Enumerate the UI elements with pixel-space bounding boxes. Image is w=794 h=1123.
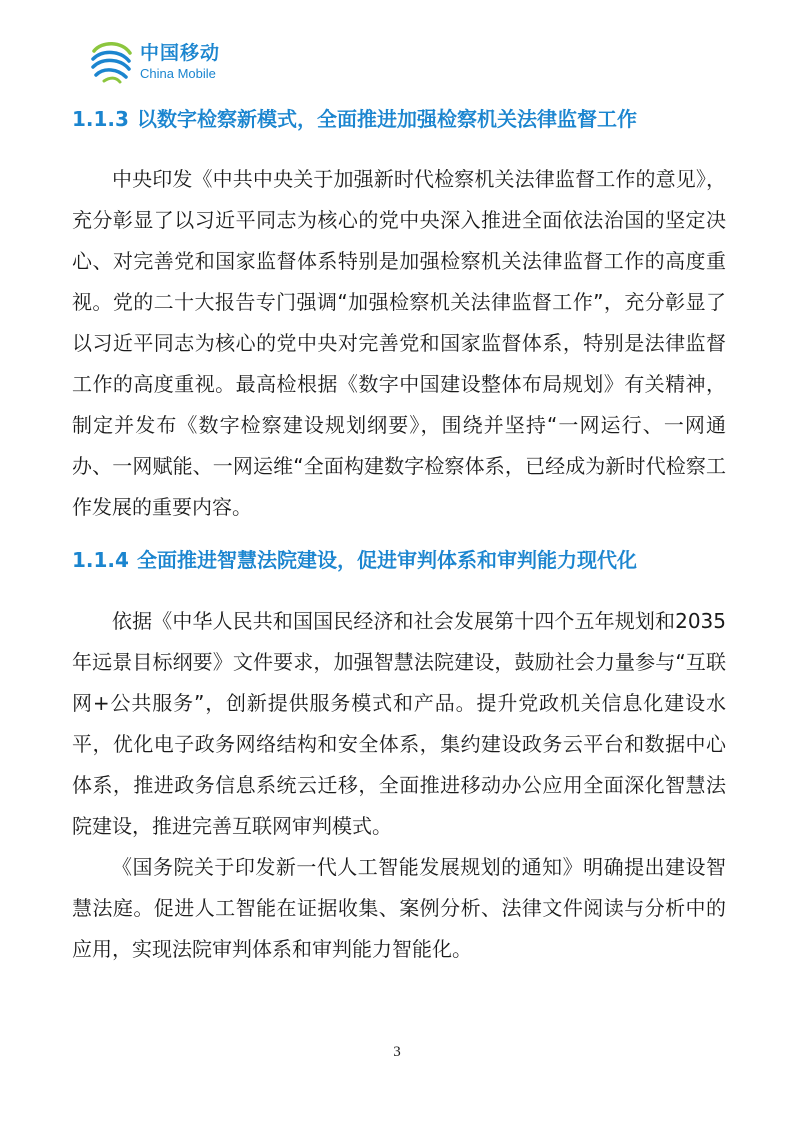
page-number: 3 xyxy=(393,1044,401,1060)
section-heading-1-1-3 xyxy=(72,100,726,138)
logo-en-text: China Mobile xyxy=(140,66,216,81)
paragraph: 依据《中华人民共和国国民经济和社会发展第十四个五年规划和2035年远景目标纲要》文件要求，加强智慧法院建设，鼓励社会力量参与“互联网+公共服务”，创新提供服务模式和产品。提升党政机关信息化建设水平，优化电子政务网络结构和安全体系，集约建设政务云平台和数据中心体系，推进政务信息系统云迁移，全面推进移动办公应用全面深化智慧法院建设，推进完善互联网审判模式。 xyxy=(72,609,726,838)
header-logo xyxy=(88,38,220,86)
paragraph: 中央印发《中共中央关于加强新时代检察机关法律监督工作的意见》，充分彰显了以习近平同志为核心的党中央深入推进全面依法治国的坚定决心、对完善党和国家监督体系特别是加强检察机关法律监督工作的高度重视。党的二十大报告专门强调“加强检察机关法律监督工作”，充分彰显了以习近平同志为核心的党中央对完善党和国家监督体系，特别是法律监督工作的高度重视。最高检根据《数字中国建设整体布局规划》有关精神，制定并发布《数字检察建设规划纲要》，围绕并坚持“一网运行、一网通办、一网赋能、一网运维“全面构建数字检察体系，已经成为新时代检察工作发展的重要内容。 xyxy=(72,167,726,519)
document-body xyxy=(72,100,726,970)
section-number: 1.1.4 xyxy=(72,548,129,572)
section-title: 以数字检察新模式，全面推进加强检察机关法律监督工作 xyxy=(136,107,637,131)
logo-text xyxy=(140,44,220,80)
section-title: 全面推进智慧法院建设，促进审判体系和审判能力现代化 xyxy=(136,548,637,572)
section-number: 1.1.3 xyxy=(72,107,129,131)
paragraph: 《国务院关于印发新一代人工智能发展规划的通知》明确提出建设智慧法庭。促进人工智能在证据收集、案例分析、法律文件阅读与分析中的应用，实现法院审判体系和审判能力智能化。 xyxy=(72,855,726,961)
china-mobile-logo-icon xyxy=(88,39,134,85)
logo-cn-text: 中国移动 xyxy=(140,42,221,64)
section-heading-1-1-4 xyxy=(72,541,726,579)
